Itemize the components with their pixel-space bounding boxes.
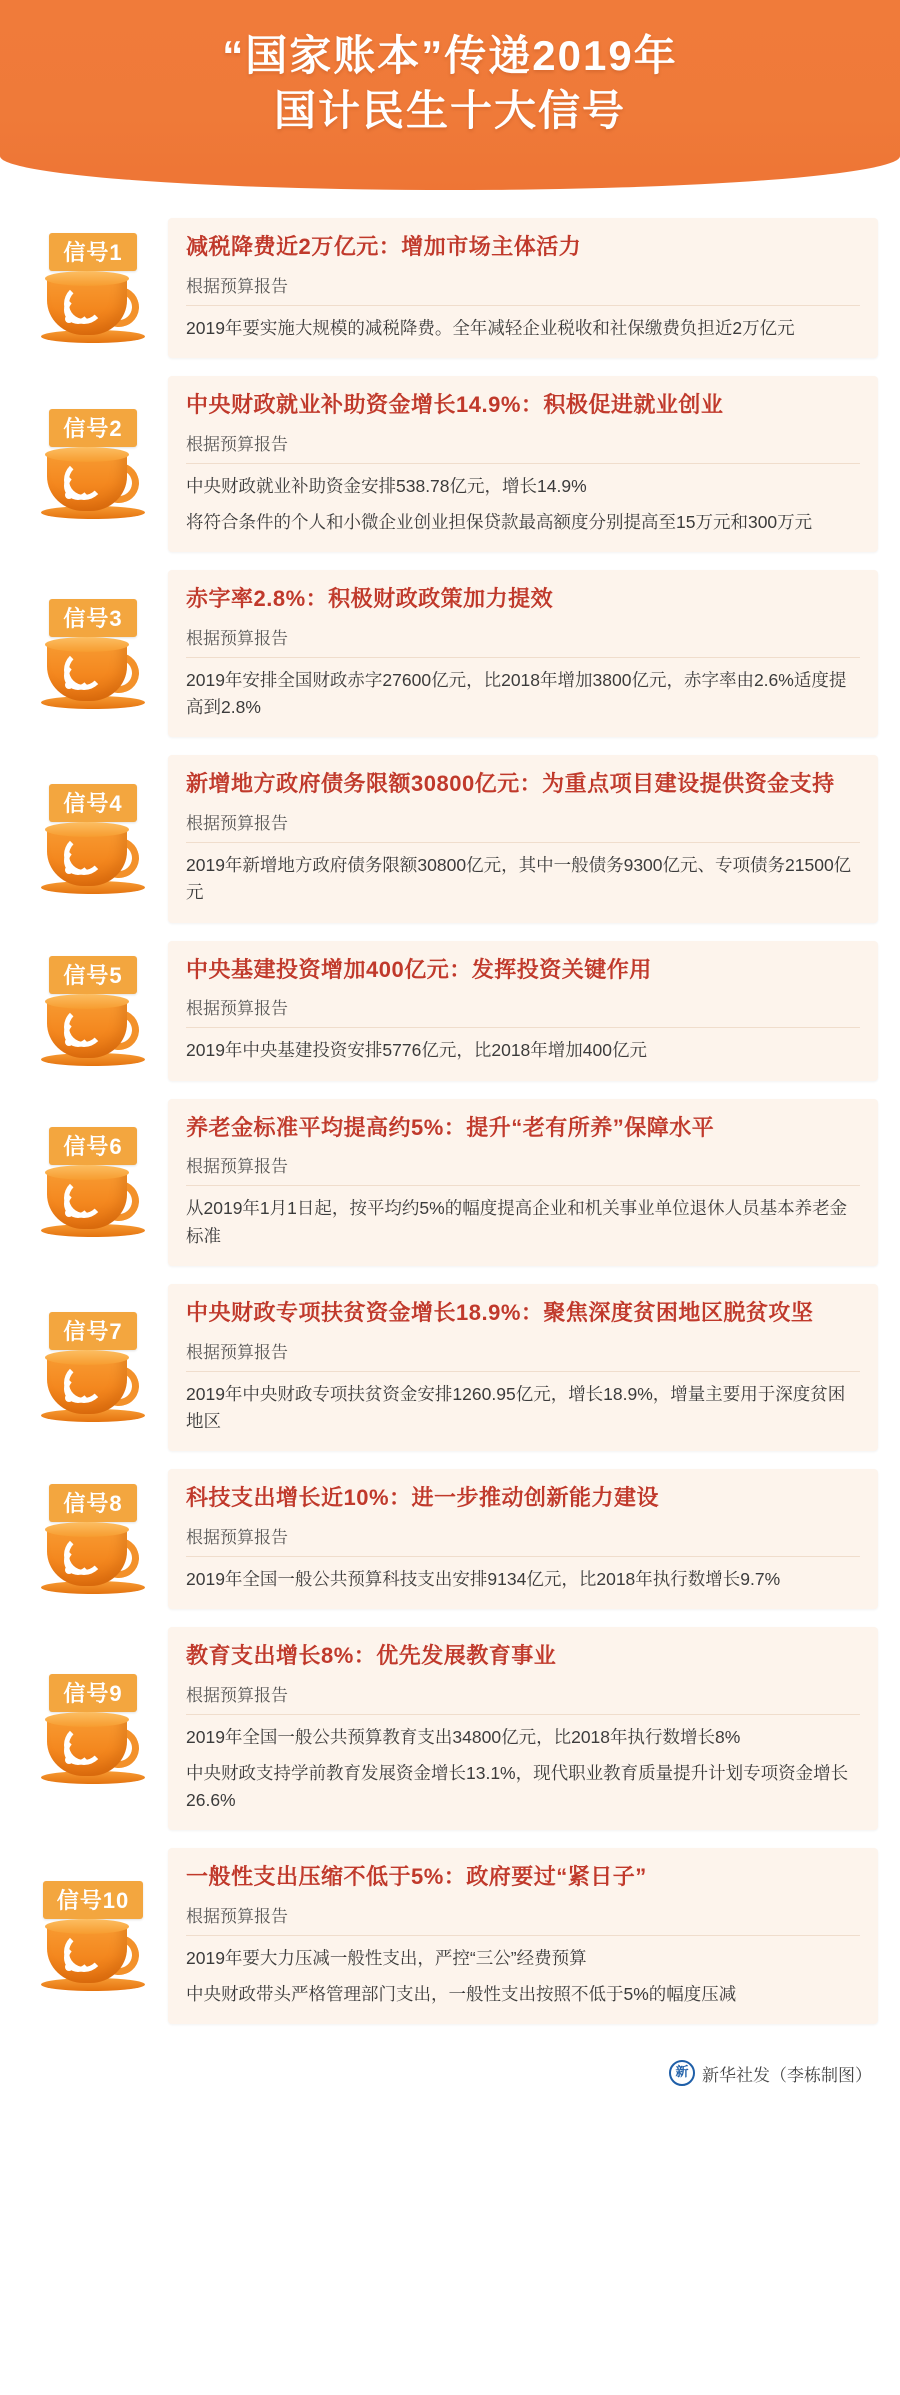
signal-row (0, 570, 900, 737)
signal-card (168, 376, 878, 552)
signal-paragraph: 中央财政就业补助资金安排538.78亿元，增长14.9% (186, 475, 587, 496)
signal-badge-column (18, 1881, 168, 1991)
signal-paragraph: 从2019年1月1日起，按平均约5%的幅度提高企业和机关事业单位退休人员基本养老金标准 (186, 1198, 848, 1246)
rss-icon (63, 1540, 105, 1576)
signal-body (186, 1381, 860, 1435)
page-title (0, 28, 900, 139)
signal-body (186, 667, 860, 721)
signal-source: 根据预算报告 (186, 809, 860, 843)
coffee-cup-icon (41, 267, 145, 343)
signal-paragraph: 中央财政带头严格管理部门支出，一般性支出按照不低于5%的幅度压减 (186, 1984, 737, 2005)
signal-badge: 信号3 (49, 599, 136, 637)
signal-title: 养老金标准平均提高约5%：提升“老有所养”保障水平 (186, 1114, 715, 1140)
signal-title: 新增地方政府债务限额30800亿元：为重点项目建设提供资金支持 (186, 771, 835, 797)
signal-badge-column (18, 233, 168, 343)
footer (0, 2052, 900, 2112)
signal-body (186, 315, 860, 342)
signal-row (0, 218, 900, 358)
signal-list (0, 190, 900, 2052)
signal-source: 根据预算报告 (186, 1681, 860, 1715)
signal-paragraph: 将符合条件的个人和小微企业创业担保贷款最高额度分别提高至15万元和300万元 (186, 512, 813, 533)
signal-row (0, 1627, 900, 1830)
signal-card (168, 1848, 878, 2024)
signal-source: 根据预算报告 (186, 1523, 860, 1557)
rss-icon (63, 1183, 105, 1219)
signal-badge: 信号7 (49, 1312, 136, 1350)
signal-badge: 信号4 (49, 784, 136, 822)
signal-row (0, 1469, 900, 1609)
signal-row (0, 1284, 900, 1451)
signal-badge-column (18, 1312, 168, 1422)
signal-badge: 信号2 (49, 409, 136, 447)
signal-paragraph: 2019年中央财政专项扶贫资金安排1260.95亿元，增长18.9%，增量主要用于深度贫困地区 (186, 1383, 846, 1431)
signal-body (186, 852, 860, 906)
signal-source: 根据预算报告 (186, 1338, 860, 1372)
footer-credit: 新华社发（李栋制图） (702, 2065, 872, 2085)
signal-row (0, 755, 900, 922)
signal-badge-column (18, 409, 168, 519)
signal-title: 中央财政就业补助资金增长14.9%：积极促进就业创业 (186, 392, 724, 418)
rss-icon (63, 840, 105, 876)
header-inner (0, 0, 900, 139)
signal-body (186, 473, 860, 536)
rss-icon (63, 655, 105, 691)
signal-paragraph: 2019年安排全国财政赤字27600亿元，比2018年增加3800亿元，赤字率由2.6%适度提高到2.8% (186, 670, 847, 718)
signal-row (0, 1099, 900, 1266)
signal-badge: 信号5 (49, 956, 136, 994)
coffee-cup-icon (41, 1708, 145, 1784)
signal-badge: 信号9 (49, 1674, 136, 1712)
page-title-line2: 国计民生十大信号 (273, 87, 626, 135)
signal-title: 减税降费近2万亿元：增加市场主体活力 (186, 234, 582, 259)
signal-title: 赤字率2.8%：积极财政政策加力提效 (186, 586, 554, 612)
signal-body (186, 1037, 860, 1064)
xinhua-logo-icon: 新 (669, 2060, 695, 2086)
coffee-cup-icon (41, 633, 145, 709)
rss-icon (63, 289, 105, 325)
signal-title: 中央财政专项扶贫资金增长18.9%：聚焦深度贫困地区脱贫攻坚 (186, 1299, 814, 1325)
signal-badge-column (18, 956, 168, 1066)
signal-badge: 信号1 (49, 233, 136, 271)
signal-body (186, 1724, 860, 1814)
signal-card (168, 1469, 878, 1609)
signal-badge-column (18, 599, 168, 709)
signal-paragraph: 中央财政支持学前教育发展资金增长13.1%，现代职业教育质量提升计划专项资金增长26.6% (186, 1762, 849, 1811)
rss-icon (63, 1012, 105, 1048)
page-title-line1: “国家账本”传递2019年 (222, 32, 678, 79)
signal-body (186, 1566, 860, 1593)
page-header (0, 0, 900, 190)
signal-card (168, 755, 878, 922)
signal-badge-column (18, 784, 168, 894)
signal-title: 科技支出增长近10%：进一步推动创新能力建设 (186, 1484, 660, 1510)
signal-badge-column (18, 1674, 168, 1784)
signal-source: 根据预算报告 (186, 430, 860, 464)
coffee-cup-icon (41, 443, 145, 519)
signal-row (0, 1848, 900, 2024)
coffee-cup-icon (41, 1161, 145, 1237)
coffee-cup-icon (41, 1915, 145, 1991)
signal-paragraph: 2019年全国一般公共预算教育支出34800亿元，比2018年执行数增长8% (186, 1726, 741, 1747)
signal-badge: 信号6 (49, 1127, 136, 1165)
signal-paragraph: 2019年要大力压减一般性支出，严控“三公”经费预算 (186, 1948, 587, 1969)
signal-badge-column (18, 1127, 168, 1237)
signal-card (168, 218, 878, 358)
signal-body (186, 1945, 860, 2008)
signal-card (168, 1099, 878, 1266)
signal-card (168, 1284, 878, 1451)
signal-badge: 信号8 (49, 1484, 136, 1522)
signal-source: 根据预算报告 (186, 1152, 860, 1186)
signal-card (168, 570, 878, 737)
signal-title: 教育支出增长8%：优先发展教育事业 (186, 1642, 557, 1668)
coffee-cup-icon (41, 818, 145, 894)
signal-title: 一般性支出压缩不低于5%：政府要过“紧日子” (186, 1864, 647, 1890)
signal-paragraph: 2019年新增地方政府债务限额30800亿元，其中一般债务9300亿元、专项债务21500亿元 (186, 855, 852, 903)
rss-icon (63, 1730, 105, 1766)
signal-body (186, 1195, 860, 1249)
signal-title: 中央基建投资增加400亿元：发挥投资关键作用 (186, 956, 652, 982)
signal-source: 根据预算报告 (186, 1902, 860, 1936)
signal-source: 根据预算报告 (186, 994, 860, 1028)
signal-source: 根据预算报告 (186, 272, 860, 306)
signal-row (0, 941, 900, 1081)
signal-card (168, 1627, 878, 1830)
rss-icon (63, 1368, 105, 1404)
signal-card (168, 941, 878, 1081)
signal-badge-column (18, 1484, 168, 1594)
signal-source: 根据预算报告 (186, 624, 860, 658)
coffee-cup-icon (41, 1518, 145, 1594)
signal-row (0, 376, 900, 552)
coffee-cup-icon (41, 1346, 145, 1422)
rss-icon (63, 1937, 105, 1973)
signal-paragraph: 2019年全国一般公共预算科技支出安排9134亿元，比2018年执行数增长9.7% (186, 1568, 781, 1589)
signal-badge: 信号10 (43, 1881, 143, 1919)
signal-paragraph: 2019年要实施大规模的减税降费。全年减轻企业税收和社保缴费负担近2万亿元 (186, 317, 795, 338)
signal-paragraph: 2019年中央基建投资安排5776亿元，比2018年增加400亿元 (186, 1040, 647, 1061)
rss-icon (63, 465, 105, 501)
coffee-cup-icon (41, 990, 145, 1066)
